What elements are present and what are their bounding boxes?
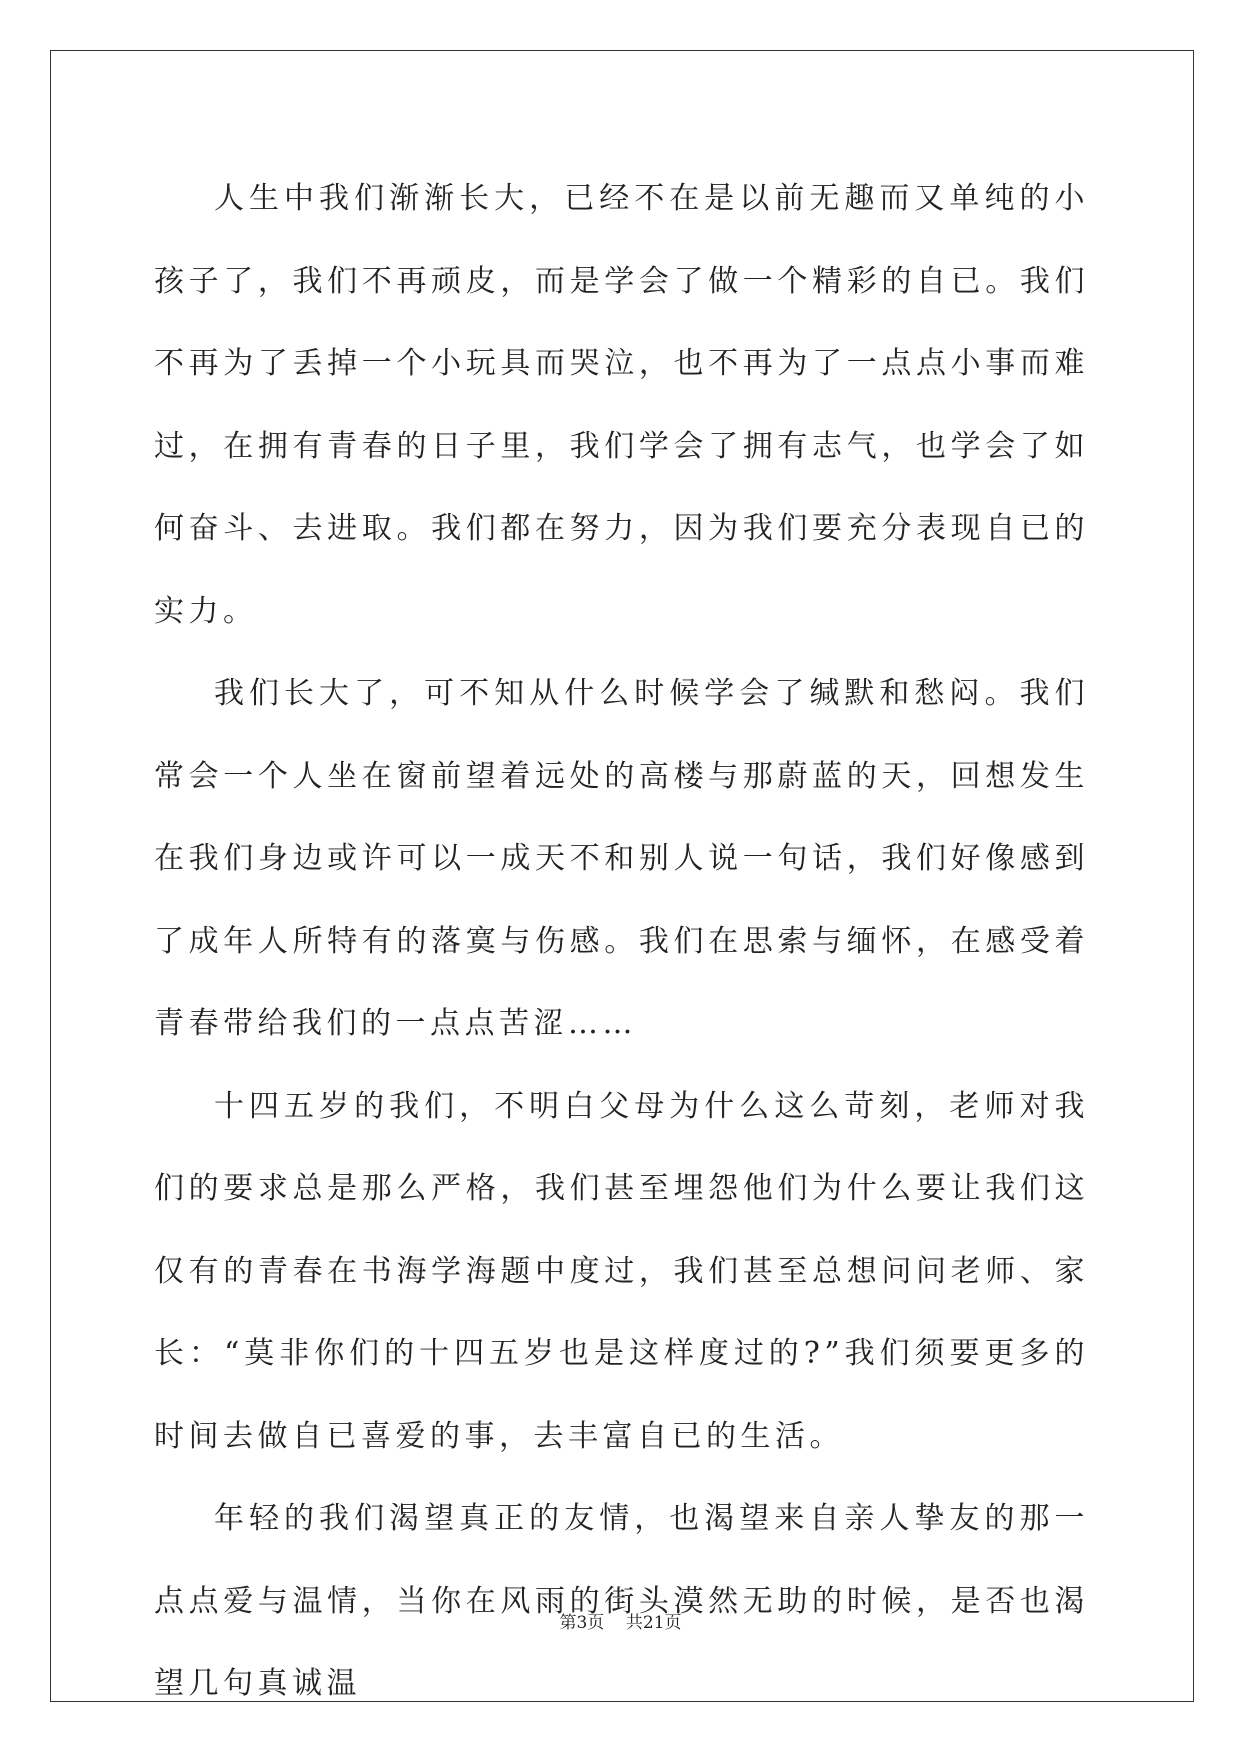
paragraph-3: 十四五岁的我们，不明白父母为什么这么苛刻，老师对我们的要求总是那么严格，我们甚至埋怨他们为什么要让我们这仅有的青春在书海学海题中度过，我们甚至总想问问老师、家长：“莫非你们的十四五岁也是这样度过的?”我们须要更多的时间去做自已喜爱的事，去丰富自已的生活。 [154, 1088, 1089, 1454]
page-footer [0, 1608, 1241, 1633]
paragraph-2: 我们长大了，可不知从什么时候学会了缄默和愁闷。我们常会一个人坐在窗前望着远处的高楼与那蔚蓝的天，回想发生在我们身边或许可以一成天不和别人说一句话，我们好像感到了成年人所特有的落寞与伤感。我们在思索与缅怀，在感受着青春带给我们的一点点苦涩…… [154, 676, 1089, 1041]
paragraph-1: 人生中我们渐渐长大，已经不在是以前无趣而又单纯的小孩子了，我们不再顽皮，而是学会了做一个精彩的自已。我们不再为了丢掉一个小玩具而哭泣，也不再为了一点点小事而难过，在拥有青春的日子里，我们学会了拥有志气，也学会了如何奋斗、去进取。我们都在努力，因为我们要充分表现自已的实力。 [154, 181, 1089, 629]
page-number: 第3页 [559, 1613, 605, 1633]
document-body [154, 158, 1089, 1726]
paragraph-4: 年轻的我们渴望真正的友情，也渴望来自亲人挚友的那一点点爱与温情，当你在风雨的街头漠然无助的时候，是否也渴望几句真诚温 [154, 1501, 1089, 1701]
page-total: 共21页 [625, 1613, 682, 1633]
